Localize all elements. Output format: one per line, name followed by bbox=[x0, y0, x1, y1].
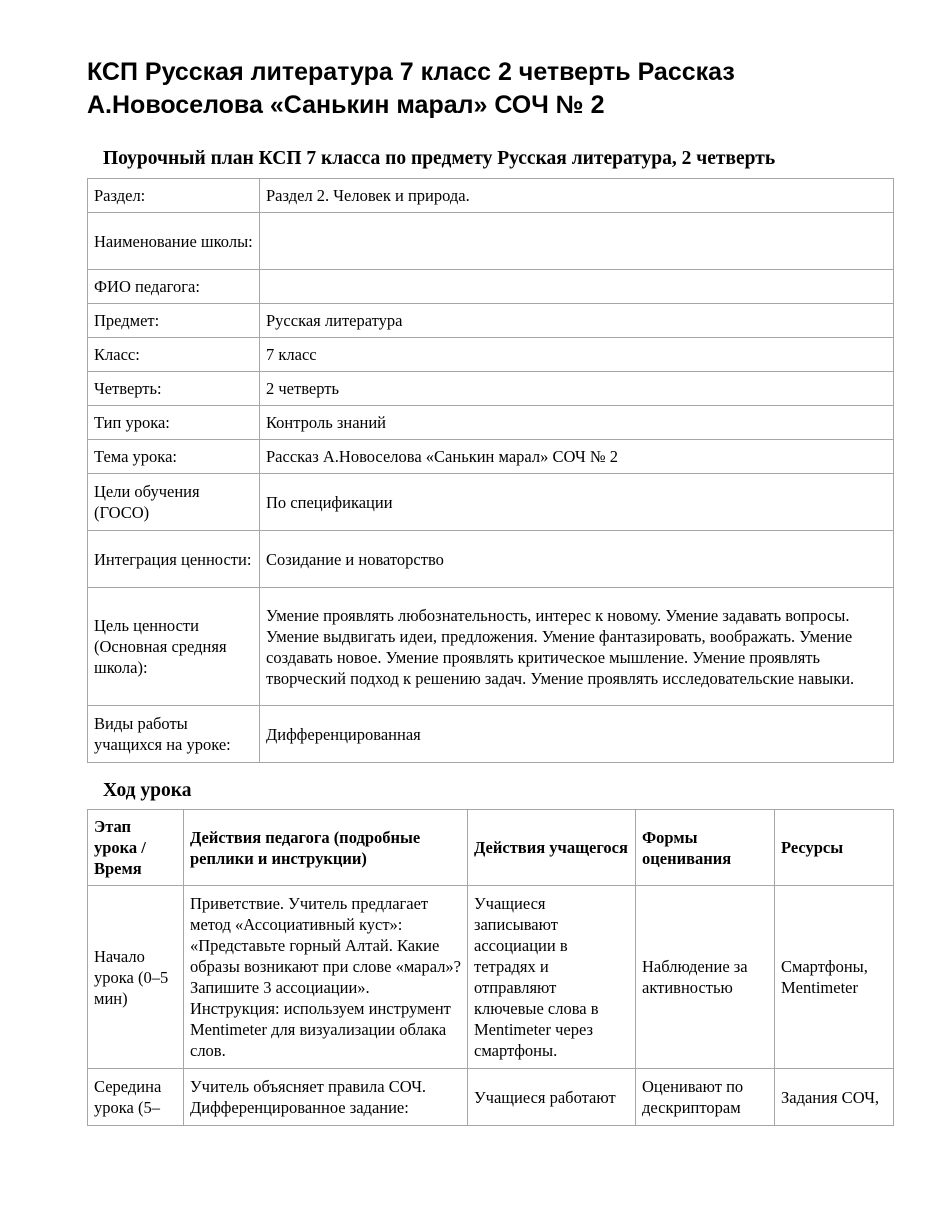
info-label: Предмет: bbox=[88, 304, 260, 338]
resources-cell: Смартфоны, Mentimeter bbox=[775, 886, 894, 1069]
info-label: Интеграция ценности: bbox=[88, 531, 260, 588]
info-row-learning-goals bbox=[88, 474, 894, 531]
info-value: 2 четверть bbox=[260, 372, 894, 406]
info-row-teacher bbox=[88, 270, 894, 304]
header-assessment-forms: Формы оценивания bbox=[636, 810, 775, 886]
info-value bbox=[260, 270, 894, 304]
info-row-lesson-type bbox=[88, 406, 894, 440]
info-row-work-types bbox=[88, 706, 894, 763]
info-value: Созидание и новаторство bbox=[260, 531, 894, 588]
header-stage-time: Этап урока / Время bbox=[88, 810, 184, 886]
lesson-plan-subtitle: Поурочный план КСП 7 класса по предмету Русская литература, 2 четверть bbox=[103, 148, 776, 169]
assessment-cell: Оценивают по дескрипторам bbox=[636, 1069, 775, 1126]
student-actions-cell: Учащиеся записывают ассоциации в тетрадях и отправляют ключевые слова в Mentimeter через смартфоны. bbox=[468, 886, 636, 1069]
info-label: Раздел: bbox=[88, 179, 260, 213]
header-student-actions: Действия учащегося bbox=[468, 810, 636, 886]
table-row bbox=[88, 886, 894, 1069]
document-title: КСП Русская литература 7 класс 2 четверть Рассказ А.Новоселова «Санькин марал» СОЧ № 2 bbox=[87, 58, 735, 119]
info-row-subject bbox=[88, 304, 894, 338]
teacher-actions-cell: Учитель объясняет правила СОЧ. Дифференцированное задание: bbox=[184, 1069, 468, 1126]
resources-cell: Задания СОЧ, bbox=[775, 1069, 894, 1126]
student-actions-cell: Учащиеся работают bbox=[468, 1069, 636, 1126]
info-value: Контроль знаний bbox=[260, 406, 894, 440]
info-row-quarter bbox=[88, 372, 894, 406]
info-value: Умение проявлять любознательность, интерес к новому. Умение задавать вопросы. Умение выдвигать идеи, предложения. Умение фантазировать, воображать. Умение создавать новое. Умение проявлять критическое мышление. Умение проявлять творческий подход к решению задач. Умение проявлять исследовательские навыки. bbox=[260, 588, 894, 706]
lesson-flow-table bbox=[87, 809, 894, 1126]
info-label: Виды работы учащихся на уроке: bbox=[88, 706, 260, 763]
info-value: Рассказ А.Новоселова «Санькин марал» СОЧ № 2 bbox=[260, 440, 894, 474]
info-value: Русская литература bbox=[260, 304, 894, 338]
header-teacher-actions: Действия педагога (подробные реплики и инструкции) bbox=[184, 810, 468, 886]
info-row-value-goal bbox=[88, 588, 894, 706]
info-row-lesson-topic bbox=[88, 440, 894, 474]
info-value bbox=[260, 213, 894, 270]
info-value: По спецификации bbox=[260, 474, 894, 531]
info-row-section bbox=[88, 179, 894, 213]
stage-cell: Середина урока (5– bbox=[88, 1069, 184, 1126]
info-label: Класс: bbox=[88, 338, 260, 372]
info-row-school bbox=[88, 213, 894, 270]
info-label: Цель ценности (Основная средняя школа): bbox=[88, 588, 260, 706]
info-label: Тема урока: bbox=[88, 440, 260, 474]
lesson-table-header-row bbox=[88, 810, 894, 886]
info-label: Тип урока: bbox=[88, 406, 260, 440]
lesson-info-table bbox=[87, 178, 894, 763]
lesson-flow-heading: Ход урока bbox=[103, 780, 192, 801]
info-value: Раздел 2. Человек и природа. bbox=[260, 179, 894, 213]
assessment-cell: Наблюдение за активностью bbox=[636, 886, 775, 1069]
info-label: Цели обучения (ГОСО) bbox=[88, 474, 260, 531]
info-label: Четверть: bbox=[88, 372, 260, 406]
info-value: Дифференцированная bbox=[260, 706, 894, 763]
table-row bbox=[88, 1069, 894, 1126]
info-value: 7 класс bbox=[260, 338, 894, 372]
header-resources: Ресурсы bbox=[775, 810, 894, 886]
info-label: ФИО педагога: bbox=[88, 270, 260, 304]
info-label: Наименование школы: bbox=[88, 213, 260, 270]
info-row-grade bbox=[88, 338, 894, 372]
info-row-value-integration bbox=[88, 531, 894, 588]
teacher-actions-cell: Приветствие. Учитель предлагает метод «Ассоциативный куст»: «Представьте горный Алтай. Какие образы возникают при слове «марал»? Запишите 3 ассоциации». Инструкция: используем инструмент Mentimeter для визуализации облака слов. bbox=[184, 886, 468, 1069]
document-page bbox=[87, 56, 893, 1126]
stage-cell: Начало урока (0–5 мин) bbox=[88, 886, 184, 1069]
